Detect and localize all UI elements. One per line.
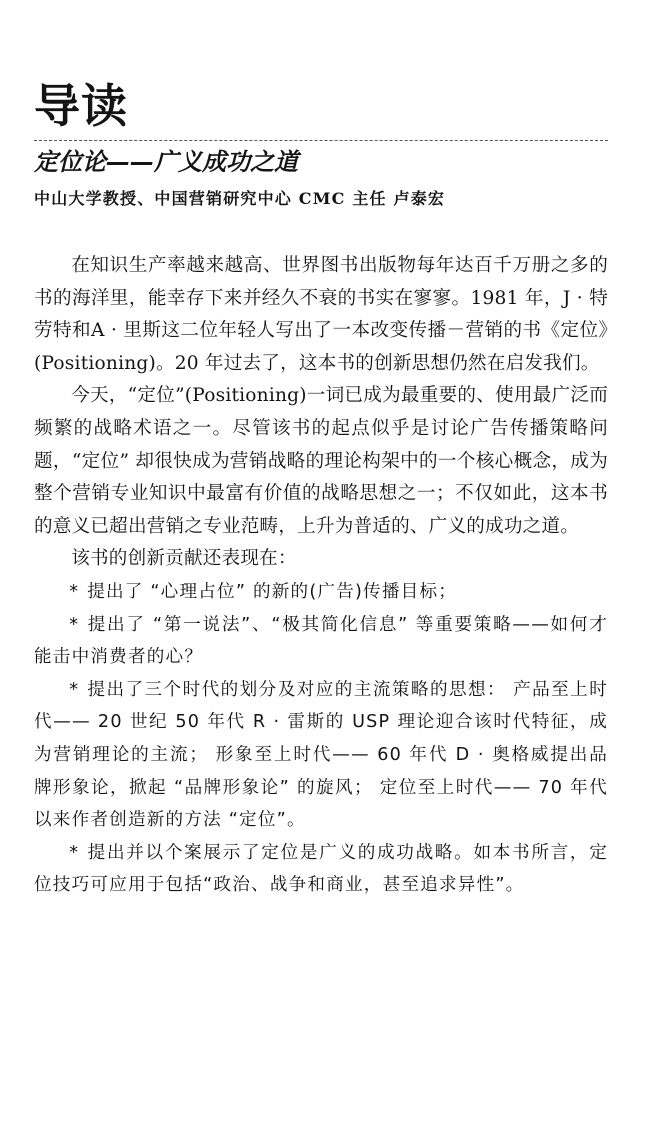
title-divider <box>34 140 608 141</box>
list-item <box>34 674 608 837</box>
article-body <box>34 250 608 902</box>
list-item <box>34 609 608 674</box>
paragraph: 该书的创新贡献还表现在： <box>71 548 297 570</box>
list-item-text: 提出了三个时代的划分及对应的主流策略的思想： 产品至上时代—— 20 世纪 50 年代 R · 雷斯的 USP 理论迎合该时代特征，成为营销理论的主流； 形象至上时代—— 60 年代 D · 奥格威提出品牌形象论，掀起 “品牌形象论” 的旋风； 定位至上时代—— 70 年代以来作者创造新的方法 “定位”。 <box>34 679 608 831</box>
list-item <box>34 576 608 609</box>
article-subtitle: 定位论——广义成功之道 <box>34 148 298 176</box>
paragraph: 在知识生产率越来越高、世界图书出版物每年达百千万册之多的书的海洋里，能幸存下来并经久不衰的书实在寥寥。1981 年，J · 特劳特和A · 里斯这二位年轻人写出了一本改变传播－营销的书《定位》(Positioning)。20 年过去了，这本书的创新思想仍然在启发我们。 <box>34 255 608 374</box>
author-byline: 中山大学教授、中国营销研究中心 CMC 主任 卢泰宏 <box>34 189 446 208</box>
paragraph: 今天，“定位”(Positioning)一词已成为最重要的、使用最广泛而频繁的战略术语之一。尽管该书的起点似乎是讨论广告传播策略问题，“定位” 却很快成为营销战略的理论构架中的一个核心概念，成为整个营销专业知识中最富有价值的战略思想之一；不仅如此，这本书的意义已超出营销之专业范畴，上升为普适的、广义的成功之道。 <box>34 385 608 537</box>
list-item-text: 提出了 “心理占位” 的新的(广告)传播目标； <box>87 581 458 602</box>
list-item-text: 提出了 “第一说法”、“极其简化信息” 等重要策略——如何才能击中消费者的心？ <box>34 614 608 668</box>
bullet-star: * <box>69 679 80 700</box>
page-title: 导读 <box>34 79 128 133</box>
bullet-star: * <box>69 581 80 602</box>
bullet-star: * <box>69 614 80 635</box>
bullet-star: * <box>69 842 80 863</box>
list-item <box>34 837 608 902</box>
list-item-text: 提出并以个案展示了定位是广义的成功战略。如本书所言，定位技巧可应用于包括“政治、战争和商业，甚至追求异性”。 <box>34 842 608 896</box>
